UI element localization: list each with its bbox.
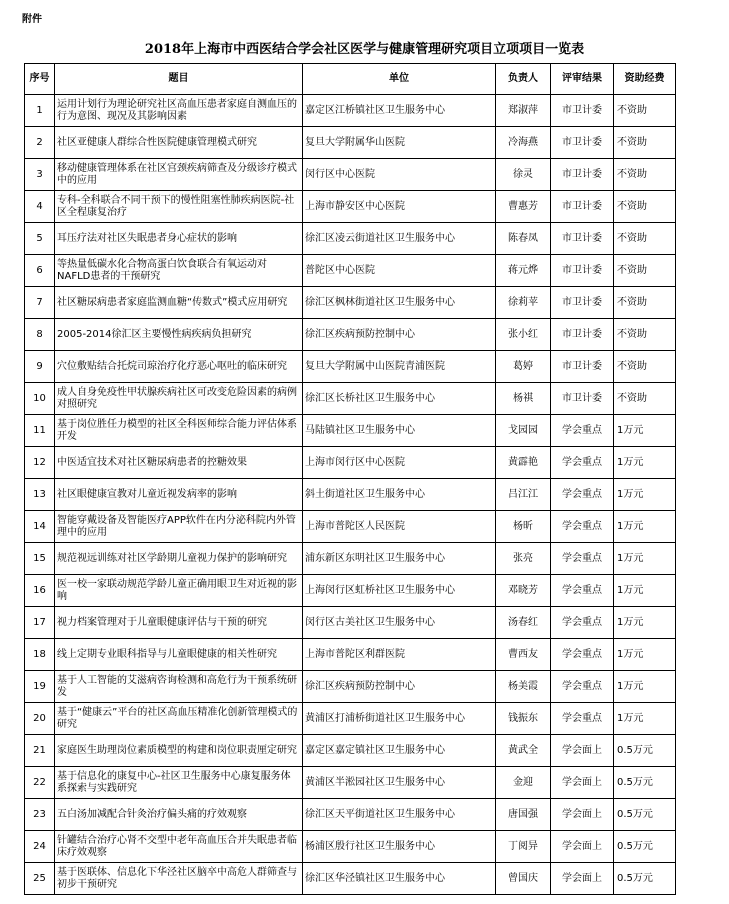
table-row xyxy=(25,767,676,799)
cell-index: 22 xyxy=(25,767,55,799)
cell-result: 学会重点 xyxy=(551,575,614,607)
cell-title: 穴位敷贴结合托烷司琼治疗化疗恶心呕吐的临床研究 xyxy=(55,351,303,383)
cell-funding: 1万元 xyxy=(614,511,676,543)
cell-leader: 张小红 xyxy=(496,319,551,351)
attachment-label: 附件 xyxy=(22,14,42,25)
cell-unit: 嘉定区嘉定镇社区卫生服务中心 xyxy=(303,735,496,767)
table-row xyxy=(25,639,676,671)
cell-title: 医一校一家联动规范学龄儿童正确用眼卫生对近视的影响 xyxy=(55,575,303,607)
cell-index: 11 xyxy=(25,415,55,447)
cell-leader: 汤春红 xyxy=(496,607,551,639)
cell-funding: 不资助 xyxy=(614,255,676,287)
table-row xyxy=(25,863,676,895)
table-row xyxy=(25,383,676,415)
cell-index: 16 xyxy=(25,575,55,607)
cell-index: 1 xyxy=(25,95,55,127)
cell-funding: 不资助 xyxy=(614,319,676,351)
cell-unit: 普陀区中心医院 xyxy=(303,255,496,287)
cell-unit: 徐汇区凌云街道社区卫生服务中心 xyxy=(303,223,496,255)
cell-funding: 不资助 xyxy=(614,95,676,127)
cell-index: 3 xyxy=(25,159,55,191)
cell-funding: 不资助 xyxy=(614,383,676,415)
cell-result: 市卫计委 xyxy=(551,255,614,287)
table-row xyxy=(25,447,676,479)
cell-leader: 曹惠芳 xyxy=(496,191,551,223)
cell-funding: 0.5万元 xyxy=(614,767,676,799)
table-header-row xyxy=(25,64,676,95)
cell-title: 等热量低碳水化合物高蛋白饮食联合有氧运动对NAFLD患者的干预研究 xyxy=(55,255,303,287)
cell-unit: 复旦大学附属中山医院青浦医院 xyxy=(303,351,496,383)
cell-unit: 黄浦区打浦桥街道社区卫生服务中心 xyxy=(303,703,496,735)
cell-unit: 徐汇区疾病预防控制中心 xyxy=(303,319,496,351)
cell-title: 基于人工智能的艾滋病咨询检测和高危行为干预系统研发 xyxy=(55,671,303,703)
cell-funding: 不资助 xyxy=(614,127,676,159)
cell-result: 市卫计委 xyxy=(551,191,614,223)
cell-index: 10 xyxy=(25,383,55,415)
cell-result: 学会面上 xyxy=(551,735,614,767)
cell-unit: 上海市普陀区利群医院 xyxy=(303,639,496,671)
cell-index: 20 xyxy=(25,703,55,735)
cell-funding: 0.5万元 xyxy=(614,831,676,863)
cell-unit: 上海市普陀区人民医院 xyxy=(303,511,496,543)
cell-title: 智能穿戴设备及智能医疗APP软件在内分泌科院内外管理中的应用 xyxy=(55,511,303,543)
cell-index: 14 xyxy=(25,511,55,543)
cell-result: 学会重点 xyxy=(551,479,614,511)
cell-leader: 杨祺 xyxy=(496,383,551,415)
cell-leader: 葛婷 xyxy=(496,351,551,383)
table-row xyxy=(25,735,676,767)
header-leader: 负责人 xyxy=(496,64,551,95)
cell-result: 市卫计委 xyxy=(551,319,614,351)
cell-result: 学会重点 xyxy=(551,607,614,639)
cell-result: 学会面上 xyxy=(551,863,614,895)
cell-leader: 黄霹艳 xyxy=(496,447,551,479)
cell-index: 7 xyxy=(25,287,55,319)
cell-title: 规范视远训练对社区学龄期儿童视力保护的影响研究 xyxy=(55,543,303,575)
cell-leader: 徐灵 xyxy=(496,159,551,191)
cell-result: 学会重点 xyxy=(551,447,614,479)
cell-funding: 1万元 xyxy=(614,447,676,479)
header-title: 题目 xyxy=(55,64,303,95)
cell-unit: 上海市闵行区中心医院 xyxy=(303,447,496,479)
cell-funding: 不资助 xyxy=(614,159,676,191)
cell-index: 19 xyxy=(25,671,55,703)
cell-unit: 徐汇区枫林街道社区卫生服务中心 xyxy=(303,287,496,319)
cell-unit: 嘉定区江桥镇社区卫生服务中心 xyxy=(303,95,496,127)
cell-unit: 徐汇区长桥社区卫生服务中心 xyxy=(303,383,496,415)
cell-index: 25 xyxy=(25,863,55,895)
cell-funding: 1万元 xyxy=(614,543,676,575)
cell-leader: 戈园园 xyxy=(496,415,551,447)
cell-leader: 金迎 xyxy=(496,767,551,799)
page-title: 2018年上海市中西医结合学会社区医学与健康管理研究项目立项项目一览表 xyxy=(144,42,585,57)
cell-unit: 马陆镇社区卫生服务中心 xyxy=(303,415,496,447)
cell-title: 基于岗位胜任力模型的社区全科医师综合能力评估体系开发 xyxy=(55,415,303,447)
cell-unit: 黄浦区半淞园社区卫生服务中心 xyxy=(303,767,496,799)
cell-result: 市卫计委 xyxy=(551,127,614,159)
cell-result: 市卫计委 xyxy=(551,159,614,191)
cell-result: 学会重点 xyxy=(551,415,614,447)
table-row xyxy=(25,351,676,383)
cell-result: 市卫计委 xyxy=(551,287,614,319)
cell-result: 学会面上 xyxy=(551,831,614,863)
header-unit: 单位 xyxy=(303,64,496,95)
cell-leader: 吕江江 xyxy=(496,479,551,511)
table-row xyxy=(25,191,676,223)
cell-index: 2 xyxy=(25,127,55,159)
cell-title: 基于信息化的康复中心-社区卫生服务中心康复服务体系探索与实践研究 xyxy=(55,767,303,799)
cell-funding: 0.5万元 xyxy=(614,799,676,831)
cell-unit: 斜土街道社区卫生服务中心 xyxy=(303,479,496,511)
cell-title: 成人自身免疫性甲状腺疾病社区可改变危险因素的病例对照研究 xyxy=(55,383,303,415)
cell-unit: 复旦大学附属华山医院 xyxy=(303,127,496,159)
cell-result: 学会重点 xyxy=(551,671,614,703)
cell-title: 耳压疗法对社区失眠患者身心症状的影响 xyxy=(55,223,303,255)
cell-title: 基于医联体、信息化下华泾社区脑卒中高危人群筛查与初步干预研究 xyxy=(55,863,303,895)
cell-result: 学会重点 xyxy=(551,511,614,543)
cell-title: 线上定期专业眼科指导与儿童眼健康的相关性研究 xyxy=(55,639,303,671)
cell-leader: 丁阅异 xyxy=(496,831,551,863)
cell-title: 针罐结合治疗心肾不交型中老年高血压合并失眠患者临床疗效观察 xyxy=(55,831,303,863)
cell-index: 6 xyxy=(25,255,55,287)
cell-index: 17 xyxy=(25,607,55,639)
cell-leader: 杨昕 xyxy=(496,511,551,543)
cell-result: 市卫计委 xyxy=(551,223,614,255)
cell-funding: 不资助 xyxy=(614,191,676,223)
cell-index: 9 xyxy=(25,351,55,383)
cell-title: 移动健康管理体系在社区宫颈疾病筛查及分级诊疗模式中的应用 xyxy=(55,159,303,191)
table-row xyxy=(25,575,676,607)
cell-unit: 上海闵行区虹桥社区卫生服务中心 xyxy=(303,575,496,607)
cell-title: 家庭医生助理岗位素质模型的构建和岗位职责厘定研究 xyxy=(55,735,303,767)
table-row xyxy=(25,319,676,351)
cell-title: 视力档案管理对于儿童眼健康评估与干预的研究 xyxy=(55,607,303,639)
cell-title: 五白汤加减配合针灸治疗偏头痛的疗效观察 xyxy=(55,799,303,831)
cell-funding: 不资助 xyxy=(614,351,676,383)
cell-index: 4 xyxy=(25,191,55,223)
cell-title: 专科-全科联合不同干预下的慢性阻塞性肺疾病医院-社区全程康复治疗 xyxy=(55,191,303,223)
cell-title: 基于“健康云”平台的社区高血压精准化创新管理模式的研究 xyxy=(55,703,303,735)
header-funding: 资助经费 xyxy=(614,64,676,95)
cell-leader: 冷海燕 xyxy=(496,127,551,159)
cell-unit: 闵行区古美社区卫生服务中心 xyxy=(303,607,496,639)
cell-unit: 上海市静安区中心医院 xyxy=(303,191,496,223)
table-row xyxy=(25,607,676,639)
table-row xyxy=(25,127,676,159)
cell-funding: 1万元 xyxy=(614,575,676,607)
header-result: 评审结果 xyxy=(551,64,614,95)
cell-title: 社区眼健康宣教对儿童近视发病率的影响 xyxy=(55,479,303,511)
cell-index: 23 xyxy=(25,799,55,831)
cell-leader: 郑淑萍 xyxy=(496,95,551,127)
table-row xyxy=(25,831,676,863)
table-row xyxy=(25,159,676,191)
table-row xyxy=(25,287,676,319)
cell-unit: 徐汇区疾病预防控制中心 xyxy=(303,671,496,703)
cell-result: 学会重点 xyxy=(551,703,614,735)
cell-leader: 曾国庆 xyxy=(496,863,551,895)
cell-unit: 徐汇区华泾镇社区卫生服务中心 xyxy=(303,863,496,895)
table-row xyxy=(25,511,676,543)
cell-leader: 蒋元烨 xyxy=(496,255,551,287)
cell-result: 学会面上 xyxy=(551,799,614,831)
cell-funding: 不资助 xyxy=(614,287,676,319)
cell-funding: 1万元 xyxy=(614,639,676,671)
cell-result: 市卫计委 xyxy=(551,383,614,415)
table-row xyxy=(25,415,676,447)
cell-result: 学会面上 xyxy=(551,767,614,799)
cell-funding: 0.5万元 xyxy=(614,863,676,895)
cell-unit: 徐汇区天平街道社区卫生服务中心 xyxy=(303,799,496,831)
table-row xyxy=(25,95,676,127)
cell-unit: 浦东新区东明社区卫生服务中心 xyxy=(303,543,496,575)
cell-leader: 黄武全 xyxy=(496,735,551,767)
table-row xyxy=(25,799,676,831)
table-row xyxy=(25,543,676,575)
cell-result: 市卫计委 xyxy=(551,351,614,383)
cell-leader: 杨美霞 xyxy=(496,671,551,703)
cell-leader: 曹西友 xyxy=(496,639,551,671)
cell-result: 学会重点 xyxy=(551,543,614,575)
cell-leader: 唐国强 xyxy=(496,799,551,831)
table-row xyxy=(25,671,676,703)
cell-leader: 邓晓芳 xyxy=(496,575,551,607)
cell-title: 2005-2014徐汇区主要慢性病疾病负担研究 xyxy=(55,319,303,351)
cell-index: 24 xyxy=(25,831,55,863)
cell-leader: 陈春凤 xyxy=(496,223,551,255)
cell-funding: 1万元 xyxy=(614,479,676,511)
cell-index: 5 xyxy=(25,223,55,255)
cell-result: 学会重点 xyxy=(551,639,614,671)
header-index: 序号 xyxy=(25,64,55,95)
cell-funding: 1万元 xyxy=(614,671,676,703)
cell-funding: 1万元 xyxy=(614,415,676,447)
table-row xyxy=(25,223,676,255)
cell-index: 15 xyxy=(25,543,55,575)
cell-leader: 徐莉苹 xyxy=(496,287,551,319)
project-table xyxy=(24,63,676,895)
cell-unit: 杨浦区殷行社区卫生服务中心 xyxy=(303,831,496,863)
table-row xyxy=(25,479,676,511)
cell-funding: 1万元 xyxy=(614,703,676,735)
cell-title: 社区亚健康人群综合性医院健康管理模式研究 xyxy=(55,127,303,159)
cell-funding: 0.5万元 xyxy=(614,735,676,767)
cell-unit: 闵行区中心医院 xyxy=(303,159,496,191)
cell-funding: 不资助 xyxy=(614,223,676,255)
cell-index: 21 xyxy=(25,735,55,767)
cell-title: 运用计划行为理论研究社区高血压患者家庭自测血压的行为意图、现况及其影响因素 xyxy=(55,95,303,127)
table-row xyxy=(25,703,676,735)
cell-funding: 1万元 xyxy=(614,607,676,639)
cell-leader: 钱振东 xyxy=(496,703,551,735)
cell-title: 中医适宜技术对社区糖尿病患者的控糖效果 xyxy=(55,447,303,479)
cell-leader: 张亮 xyxy=(496,543,551,575)
cell-index: 18 xyxy=(25,639,55,671)
cell-index: 8 xyxy=(25,319,55,351)
cell-title: 社区糖尿病患者家庭监测血糖“传数式”模式应用研究 xyxy=(55,287,303,319)
table-row xyxy=(25,255,676,287)
cell-result: 市卫计委 xyxy=(551,95,614,127)
cell-index: 13 xyxy=(25,479,55,511)
cell-index: 12 xyxy=(25,447,55,479)
